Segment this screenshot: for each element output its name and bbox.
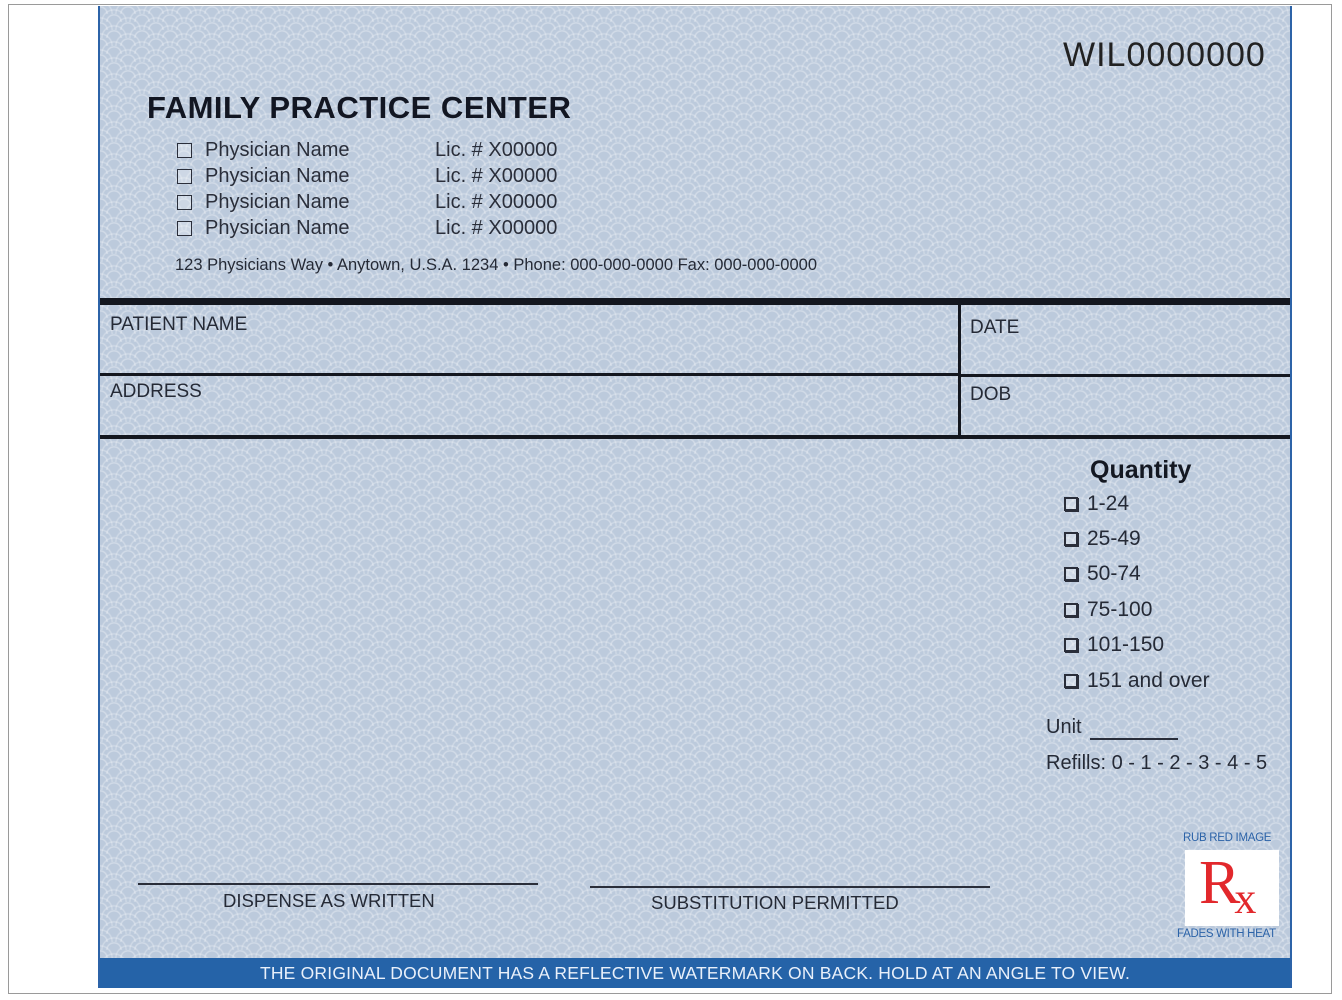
rx-badge (1185, 850, 1279, 926)
rx-badge-bottom-text: FADES WITH HEAT (1177, 928, 1276, 940)
quantity-checkbox[interactable] (1064, 567, 1078, 581)
physician-row[interactable] (177, 165, 597, 191)
patient-name-underline (100, 373, 958, 376)
quantity-checkbox[interactable] (1064, 497, 1078, 511)
quantity-title: Quantity (1090, 456, 1192, 484)
serial-number: WIL0000000 (1063, 36, 1266, 74)
prescription-form (98, 6, 1292, 988)
physician-row[interactable] (177, 217, 597, 243)
physician-license: Lic. # X00000 (435, 191, 558, 213)
refills-selector[interactable]: Refills: 0 - 1 - 2 - 3 - 4 - 5 (1046, 752, 1268, 774)
quantity-option[interactable] (1064, 562, 1264, 588)
date-field[interactable]: DATE (970, 317, 1020, 338)
rx-badge-top-text: RUB RED IMAGE (1183, 832, 1272, 844)
unit-label: Unit (1046, 716, 1082, 738)
header-divider (100, 298, 1290, 305)
date-underline (960, 374, 1292, 377)
quantity-option-label: 25-49 (1087, 527, 1141, 550)
practice-address: 123 Physicians Way • Anytown, U.S.A. 1234 • Phone: 000-000-0000 Fax: 000-000-0000 (175, 256, 818, 274)
quantity-option[interactable] (1064, 633, 1264, 659)
physician-name: Physician Name (205, 139, 350, 161)
address-field[interactable]: ADDRESS (110, 381, 202, 402)
quantity-checkbox[interactable] (1064, 532, 1078, 546)
practice-title: FAMILY PRACTICE CENTER (147, 90, 572, 125)
physician-license: Lic. # X00000 (435, 217, 558, 239)
quantity-checkbox[interactable] (1064, 674, 1078, 688)
unit-input-line[interactable] (1090, 738, 1178, 740)
physician-checkbox[interactable] (177, 195, 192, 210)
physician-license: Lic. # X00000 (435, 165, 558, 187)
quantity-option-label: 101-150 (1087, 633, 1165, 656)
physician-checkbox[interactable] (177, 143, 192, 158)
quantity-option-label: 50-74 (1087, 562, 1141, 585)
quantity-option[interactable] (1064, 492, 1264, 518)
physician-name: Physician Name (205, 217, 350, 239)
field-column-divider (958, 305, 961, 438)
substitution-permitted-label: SUBSTITUTION PERMITTED (651, 892, 899, 913)
physician-name: Physician Name (205, 191, 350, 213)
physician-name: Physician Name (205, 165, 350, 187)
quantity-option-label: 151 and over (1087, 669, 1210, 692)
quantity-option[interactable] (1064, 669, 1264, 695)
physician-license: Lic. # X00000 (435, 139, 558, 161)
watermark-notice: THE ORIGINAL DOCUMENT HAS A REFLECTIVE WATERMARK ON BACK. HOLD AT AN ANGLE TO VIEW. (259, 963, 1131, 983)
quantity-option[interactable] (1064, 598, 1264, 624)
quantity-option-label: 1-24 (1087, 492, 1130, 515)
rx-symbol-icon: Rx (1199, 849, 1257, 923)
physician-checkbox[interactable] (177, 221, 192, 236)
physician-checkbox[interactable] (177, 169, 192, 184)
dispense-signature-line[interactable] (138, 883, 538, 885)
quantity-checkbox[interactable] (1064, 638, 1078, 652)
watermark-notice-bar (100, 958, 1290, 988)
dispense-as-written-label: DISPENSE AS WRITTEN (223, 890, 435, 911)
physician-row[interactable] (177, 191, 597, 217)
quantity-option-label: 75-100 (1087, 598, 1153, 621)
patient-name-field[interactable]: PATIENT NAME (110, 314, 248, 335)
fields-bottom-divider (100, 435, 1290, 439)
dob-field[interactable]: DOB (970, 384, 1012, 405)
quantity-option[interactable] (1064, 527, 1264, 553)
substitution-signature-line[interactable] (590, 886, 990, 888)
physician-row[interactable] (177, 139, 597, 165)
quantity-checkbox[interactable] (1064, 603, 1078, 617)
